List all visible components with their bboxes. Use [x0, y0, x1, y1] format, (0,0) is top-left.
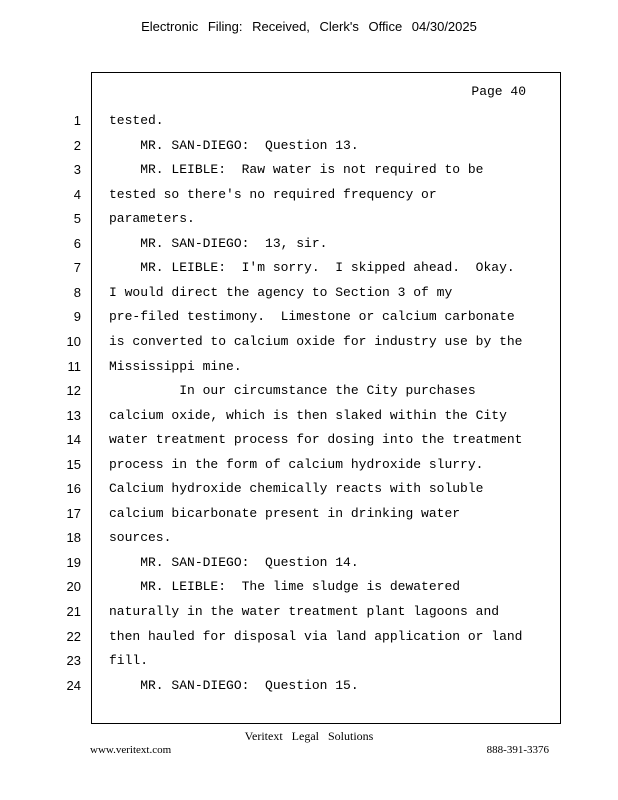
- transcript-line: [0, 430, 618, 450]
- line-text: then hauled for disposal via land application or land: [109, 628, 523, 644]
- line-text: calcium oxide, which is then slaked within the City: [109, 407, 507, 423]
- line-text: Calcium hydroxide chemically reacts with soluble: [109, 481, 484, 497]
- line-text: MR. SAN-DIEGO: Question 14.: [109, 554, 359, 570]
- transcript-line: [0, 577, 618, 597]
- line-text: MR. SAN-DIEGO: Question 15.: [109, 677, 359, 693]
- transcript-line: [0, 406, 618, 426]
- line-number: 14: [66, 432, 81, 448]
- line-text: tested so there's no required frequency or: [109, 186, 437, 202]
- line-text: water treatment process for dosing into the treatment: [109, 432, 523, 448]
- line-number: 19: [66, 554, 81, 570]
- line-number: 20: [66, 579, 81, 595]
- footer-website: www.veritext.com: [90, 744, 172, 756]
- transcript-line: [0, 676, 618, 696]
- transcript-line: [0, 234, 618, 254]
- transcript-line: [0, 479, 618, 499]
- line-text: is converted to calcium oxide for industry use by the: [109, 333, 523, 349]
- line-text: tested.: [109, 113, 164, 128]
- line-number: 18: [66, 530, 81, 546]
- line-text: MR. LEIBLE: The lime sludge is dewatered: [109, 579, 461, 595]
- transcript-line: [0, 553, 618, 573]
- line-number: 13: [66, 407, 81, 423]
- line-number: 5: [73, 211, 81, 227]
- line-number: 4: [73, 186, 81, 202]
- line-number: 17: [66, 505, 81, 521]
- line-text: In our circumstance the City purchases: [109, 383, 476, 399]
- line-text: parameters.: [109, 211, 195, 227]
- line-text: fill.: [109, 653, 149, 669]
- line-number: 6: [73, 235, 81, 251]
- line-text: process in the form of calcium hydroxide slurry.: [109, 456, 484, 472]
- line-number: 10: [66, 333, 81, 349]
- line-text: naturally in the water treatment plant lagoons and: [109, 604, 500, 619]
- line-number: 9: [73, 309, 81, 325]
- line-number: 2: [73, 137, 81, 153]
- line-number: 23: [66, 653, 81, 669]
- line-text: Mississippi mine.: [109, 358, 242, 374]
- line-text: MR. SAN-DIEGO: 13, sir.: [109, 235, 328, 251]
- transcript-line: [0, 504, 618, 524]
- line-number: 24: [66, 677, 81, 693]
- transcript-line: [0, 136, 618, 156]
- line-number: 12: [66, 383, 81, 399]
- line-number: 7: [73, 260, 81, 276]
- line-number: 3: [73, 162, 81, 178]
- line-number: 16: [66, 481, 81, 497]
- transcript-line: [0, 185, 618, 205]
- line-number: 22: [66, 628, 81, 644]
- line-number: 21: [66, 604, 81, 619]
- line-text: MR. LEIBLE: I'm sorry. I skipped ahead. Okay.: [109, 260, 515, 276]
- line-number: 11: [67, 358, 81, 374]
- transcript-line: [0, 160, 618, 180]
- transcript-line: [0, 307, 618, 327]
- transcript-line: [0, 111, 618, 131]
- line-text: I would direct the agency to Section 3 of my: [109, 284, 453, 300]
- transcript-line: [0, 381, 618, 401]
- filing-stamp: Electronic Filing: Received, Clerk's Office 04/30/2025: [141, 19, 477, 34]
- line-text: MR. LEIBLE: Raw water is not required to be: [109, 162, 484, 178]
- transcript-line: [0, 627, 618, 647]
- line-text: sources.: [109, 530, 172, 546]
- line-number: 8: [73, 284, 81, 300]
- transcript-line: [0, 332, 618, 352]
- line-number: 1: [73, 113, 81, 128]
- transcript-line: [0, 357, 618, 377]
- transcript-line: [0, 528, 618, 548]
- footer-company: Veritext Legal Solutions: [244, 729, 374, 743]
- line-text: calcium bicarbonate present in drinking water: [109, 505, 461, 521]
- line-text: pre-filed testimony. Limestone or calcium carbonate: [109, 309, 515, 325]
- transcript-line: [0, 651, 618, 671]
- transcript-line: [0, 283, 618, 303]
- transcript-line: [0, 602, 618, 622]
- transcript-line: [0, 258, 618, 278]
- page-number: Page 40: [471, 84, 526, 99]
- transcript-line: [0, 455, 618, 475]
- transcript-line: [0, 209, 618, 229]
- footer-phone: 888-391-3376: [486, 744, 549, 756]
- line-number: 15: [66, 456, 81, 472]
- line-text: MR. SAN-DIEGO: Question 13.: [109, 137, 359, 153]
